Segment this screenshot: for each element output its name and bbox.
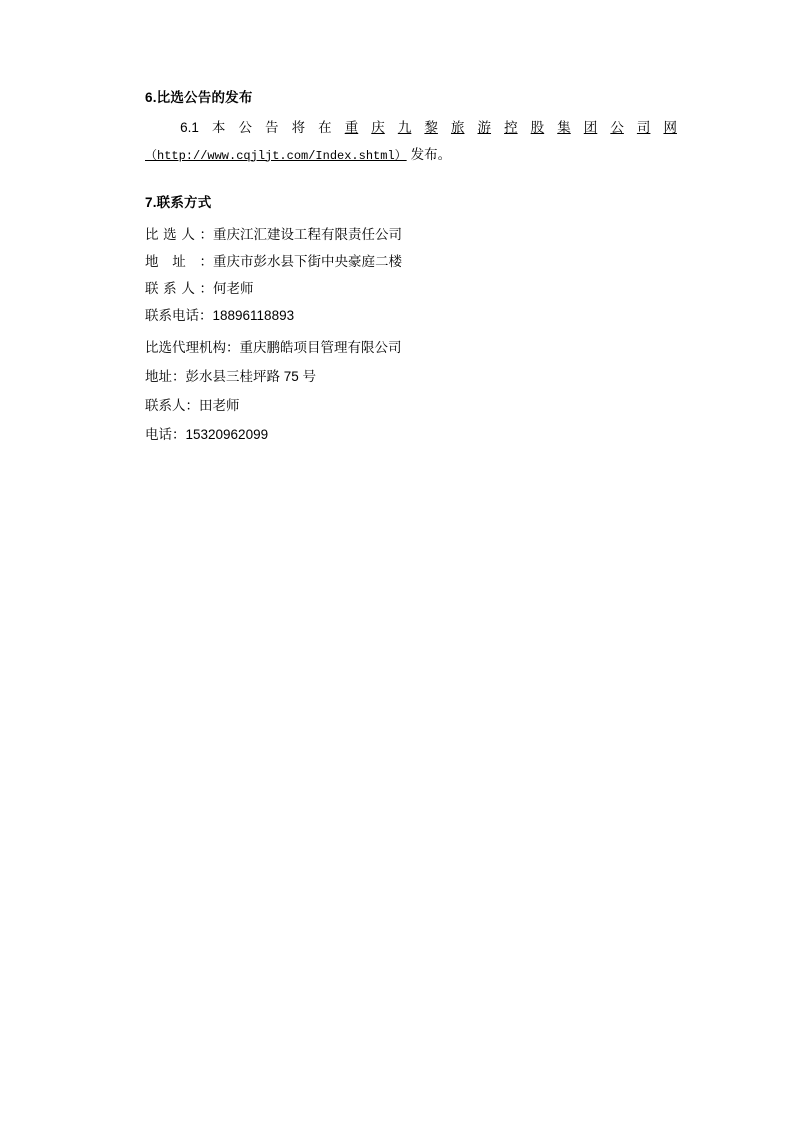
section-6-paragraph-61 bbox=[145, 114, 677, 162]
word-4: 在 bbox=[318, 120, 332, 136]
word-15: 公 bbox=[610, 120, 624, 136]
contact-value: 15320962099 bbox=[185, 426, 269, 442]
contact-row bbox=[145, 391, 677, 420]
paragraph-61-line-1 bbox=[145, 114, 677, 142]
announcement-url: （http://www.cqjljt.com/Index.shtml） bbox=[145, 148, 407, 163]
word-2: 告 bbox=[265, 120, 279, 136]
section-6-heading: 6.比选公告的发布 bbox=[145, 90, 253, 105]
section-7-heading: 7.联系方式 bbox=[145, 194, 212, 210]
contact-label: 地 址 ： bbox=[145, 253, 213, 269]
word-0: 本 bbox=[211, 120, 226, 136]
word-16: 司 bbox=[636, 120, 651, 136]
contact-row bbox=[145, 221, 677, 248]
spacer bbox=[145, 163, 677, 193]
contact-row bbox=[145, 333, 677, 362]
contact-value: 重庆市彭水县下街中央豪庭二楼 bbox=[213, 253, 402, 269]
contact-value: 田老师 bbox=[199, 397, 240, 413]
word-8: 黎 bbox=[424, 120, 438, 136]
contact-label: 电话： bbox=[145, 426, 186, 442]
word-9: 旅 bbox=[450, 120, 465, 136]
paragraph-61-tail: 发布。 bbox=[410, 146, 452, 162]
page-content bbox=[145, 88, 677, 449]
contact-label: 比选代理机构： bbox=[145, 339, 240, 355]
contact-value: 18896118893 bbox=[212, 307, 295, 323]
word-7: 九 bbox=[397, 120, 412, 136]
contact-label: 比 选 人 ： bbox=[145, 226, 213, 242]
contact-label: 联系电话： bbox=[145, 307, 213, 323]
clause-number-61: 6.1 bbox=[180, 120, 199, 136]
contact-info-group-1 bbox=[145, 221, 677, 329]
contact-value: 何老师 bbox=[213, 280, 254, 296]
contact-row bbox=[145, 302, 677, 329]
contact-row bbox=[145, 275, 677, 302]
contact-info-group-2 bbox=[145, 333, 677, 449]
word-13: 集 bbox=[557, 120, 571, 136]
word-5: 重 bbox=[344, 120, 359, 136]
contact-label: 联 系 人 ： bbox=[145, 280, 213, 296]
paragraph-61-line-2 bbox=[145, 143, 677, 163]
word-12: 股 bbox=[530, 120, 545, 136]
word-3: 将 bbox=[291, 120, 306, 136]
word-14: 团 bbox=[583, 120, 598, 136]
contact-row bbox=[145, 420, 677, 449]
contact-value: 彭水县三桂坪路 75 号 bbox=[185, 368, 317, 384]
word-17: 网 bbox=[663, 120, 677, 136]
word-6: 庆 bbox=[371, 120, 385, 136]
contact-value: 重庆鹏皓项目管理有限公司 bbox=[239, 339, 402, 355]
word-11: 控 bbox=[504, 120, 518, 136]
contact-label: 地址： bbox=[145, 368, 186, 384]
contact-label: 联系人： bbox=[145, 397, 199, 413]
word-10: 游 bbox=[477, 120, 492, 136]
contact-value: 重庆江汇建设工程有限责任公司 bbox=[213, 226, 402, 242]
word-1: 公 bbox=[238, 120, 252, 136]
contact-row bbox=[145, 362, 677, 391]
contact-row bbox=[145, 248, 677, 275]
